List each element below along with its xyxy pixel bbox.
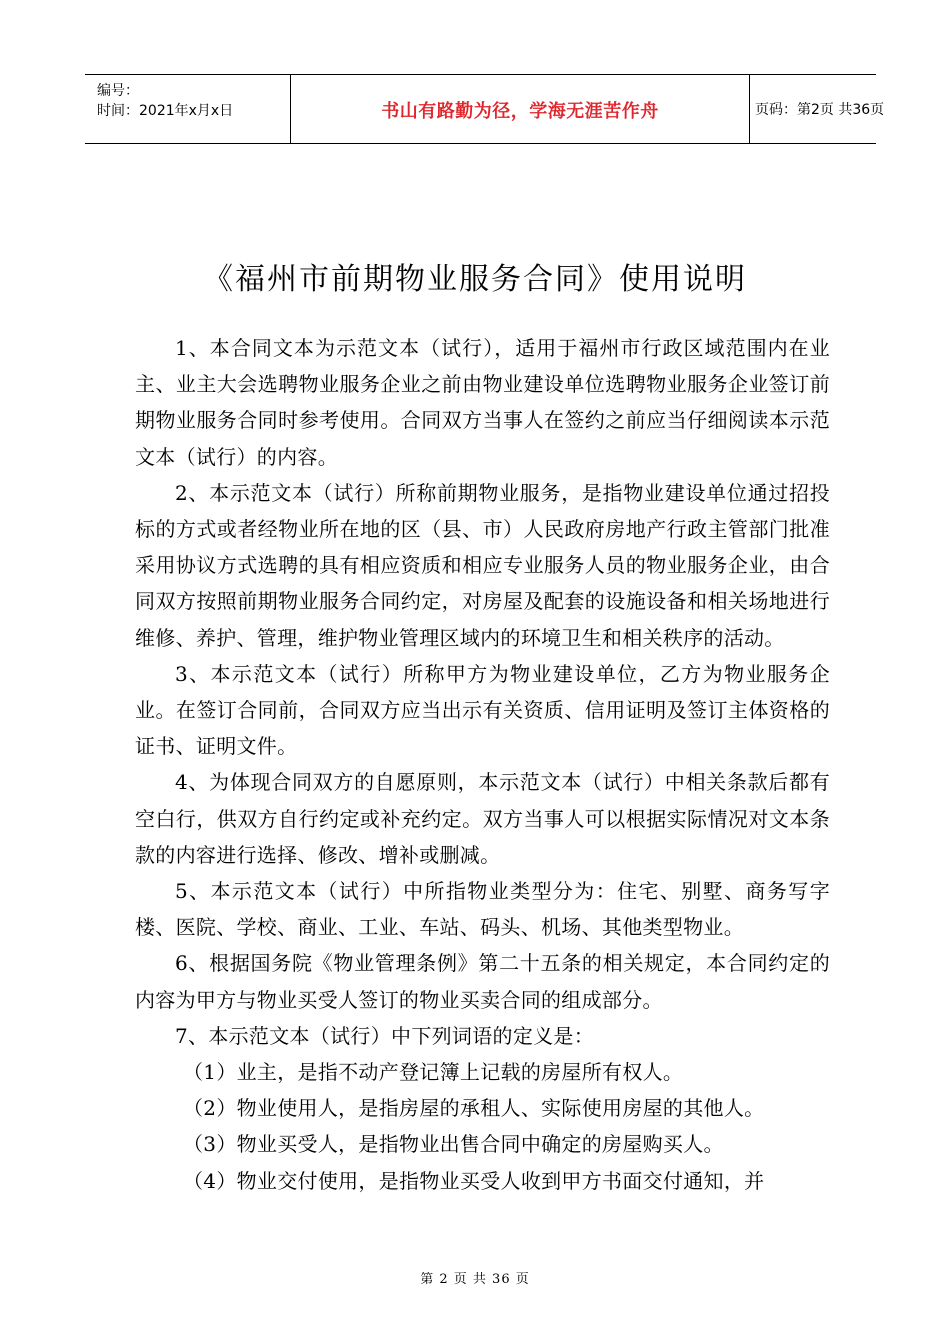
header-motto: 书山有路勤为径，学海无涯苦作舟 [381,101,659,122]
document-body [135,330,830,1199]
header-page-number: 页码：第2页 共36页 [755,102,885,118]
document-number-label: 编号： [97,83,139,99]
paragraph-1: 1、本合同文本为示范文本（试行），适用于福州市行政区域范围内在业主、业主大会选聘物业服务企业之前由物业建设单位选聘物业服务企业签订前期物业服务合同时参考使用。合同双方当事人在签约之前应当仔细阅读本示范文本（试行）的内容。 [135,336,830,469]
paragraph-6: 6、根据国务院《物业管理条例》第二十五条的相关规定，本合同约定的内容为甲方与物业买受人签订的物业买卖合同的组成部分。 [135,951,830,1012]
paragraph-5: 5、本示范文本（试行）中所指物业类型分为：住宅、别墅、商务写字楼、医院、学校、商业、工业、车站、码头、机场、其他类型物业。 [135,879,830,940]
header-motto-cell [290,75,750,143]
definition-item: （2）物业使用人，是指房屋的承租人、实际使用房屋的其他人。 [183,1096,765,1121]
definition-item: （3）物业买受人，是指物业出售合同中确定的房屋购买人。 [183,1132,724,1157]
header-table [85,74,885,144]
definition-item: （1）业主，是指不动产登记簿上记载的房屋所有权人。 [183,1060,684,1085]
paragraph-2: 2、本示范文本（试行）所称前期物业服务，是指物业建设单位通过招投标的方式或者经物业所在地的区（县、市）人民政府房地产行政主管部门批准采用协议方式选聘的具有相应资质和相应专业服务人员的物业服务企业，由合同双方按照前期物业服务合同约定，对房屋及配套的设施设备和相关场地进行维修、养护、管理，维护物业管理区域内的环境卫生和相关秩序的活动。 [135,480,830,650]
paragraph-4: 4、为体现合同双方的自愿原则，本示范文本（试行）中相关条款后都有空白行，供双方自行约定或补充约定。双方当事人可以根据实际情况对文本条款的内容进行选择、修改、增补或删减。 [135,770,830,867]
definition-item: （4）物业交付使用，是指物业买受人收到甲方书面交付通知，并 [183,1168,765,1193]
page-footer: 第 2 页 共 36 页 [420,1272,530,1287]
paragraph-3: 3、本示范文本（试行）所称甲方为物业建设单位，乙方为物业服务企业。在签订合同前，合同双方应当出示有关资质、信用证明及签订主体资格的证书、证明文件。 [135,661,830,759]
paragraph-7: 7、本示范文本（试行）中下列词语的定义是： [175,1023,595,1048]
header-page-cell [749,75,885,143]
header-meta-cell [85,75,290,143]
document-time-label: 时间：2021年x月x日 [97,103,234,119]
document-title: 《福州市前期物业服务合同》使用说明 [203,262,747,297]
